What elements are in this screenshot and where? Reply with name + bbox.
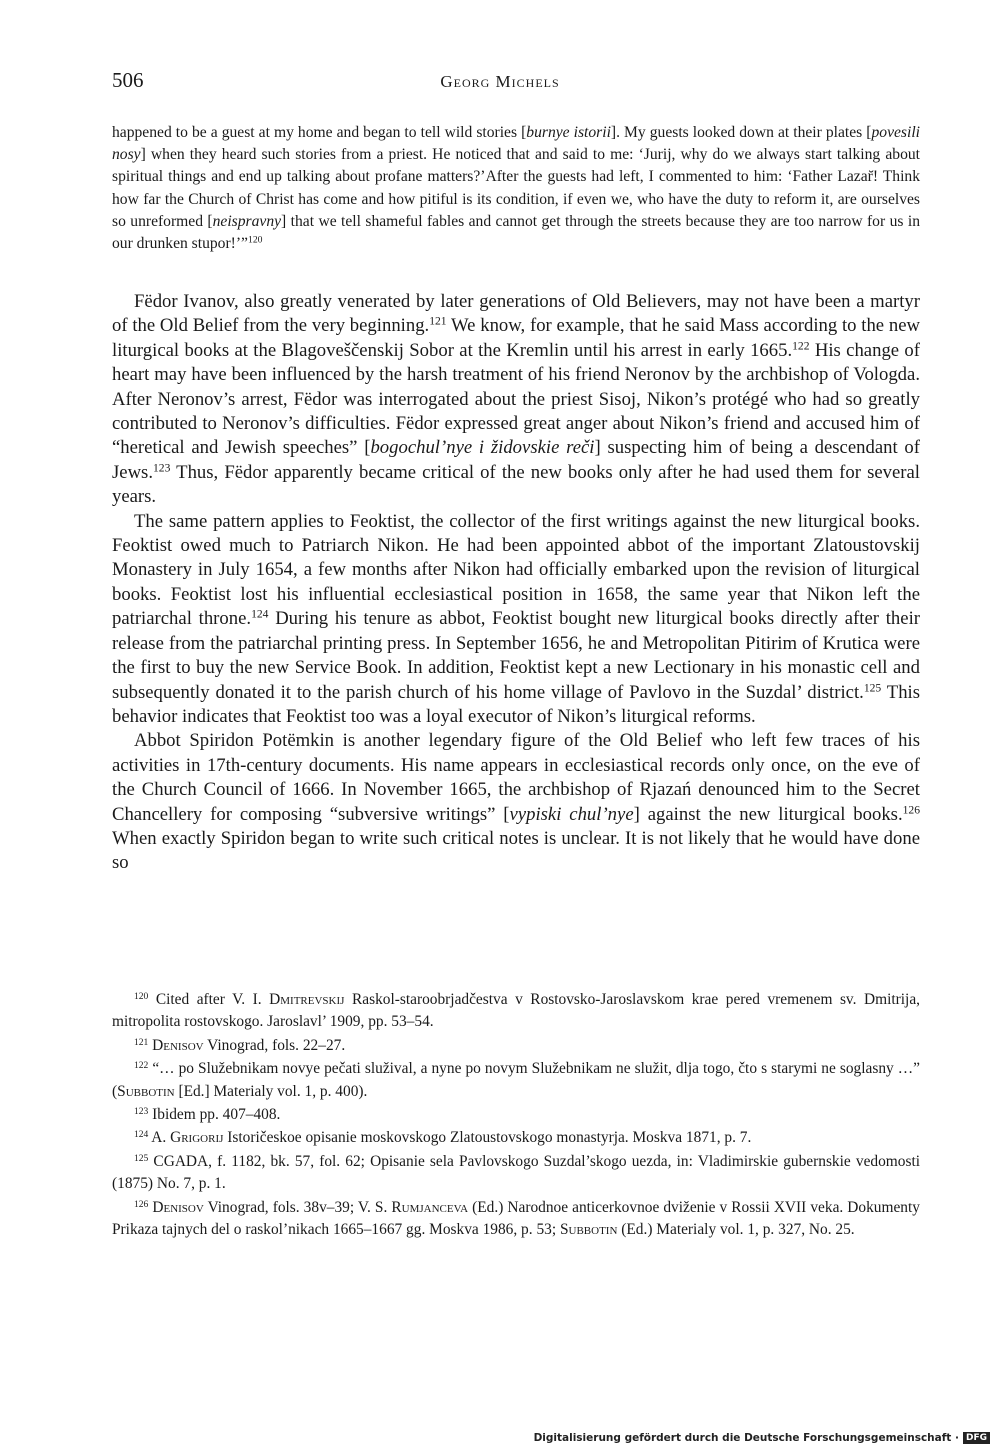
text-run: ] that we tell shameful fables and cannot get through the streets because they are too narrow for us in our drunken stupor!’” — [112, 212, 920, 253]
author-name: Rumjanceva — [391, 1198, 469, 1216]
text-run: A. — [148, 1129, 171, 1147]
footnote — [112, 1197, 920, 1242]
text-run: Fëdor Ivanov, also greatly venerated by later generations of Old Believers, may not have been a martyr of the Old Belief from the very beginning. — [112, 291, 920, 337]
text-run: (Ed.) Narodnoe anticerkovnoe dviženie v Rossii XVII veka. Dokumenty Prikaza tajnych del o raskol’nikach 1665–1667 gg. Moskva 1986, p. 53; — [112, 1198, 920, 1239]
paragraph — [112, 510, 920, 730]
body-text — [112, 290, 920, 876]
text-run: (Ed.) Materialy vol. 1, p. 327, No. 25. — [617, 1221, 855, 1239]
dfg-logo: DFG — [963, 1432, 990, 1444]
footnote-ref: 123 — [153, 461, 171, 475]
footnote-ref: 121 — [429, 315, 447, 329]
text-run: “… po Služebnikam novye pečati služival, a nyne po novym Služebnikam ne služit, dlja togo, čto s starymi ne soglasny …” ( — [112, 1060, 920, 1100]
footnote-ref: 124 — [251, 607, 269, 621]
footnote-ref: 121 — [134, 1036, 149, 1048]
text-run: Vinograd, fols. 22–27. — [203, 1036, 346, 1054]
italic-term: povesili nosy — [112, 124, 920, 164]
footnote — [112, 1104, 920, 1126]
text-run: During his tenure as abbot, Feoktist bought new liturgical books directly after their release from the patriarchal printing press. In September 1656, he and Metropolitan Pitirim of Krutica were the first to buy the new Service Book. In addition, Feoktist kept a new Lectionary in his monastic cell and subsequently donated it to the parish church of his home village of Pavlovo in the Suzdal’ district. — [112, 608, 920, 703]
block-quote — [112, 122, 920, 255]
footnote-ref: 124 — [134, 1129, 149, 1141]
paragraph — [112, 290, 920, 510]
author-name: Subbotin — [117, 1082, 175, 1100]
text-run: We know, for example, that he said Mass according to the new liturgical books at the Blagoveščenskij Sobor at the Kremlin until his arrest in early 1665. — [112, 315, 920, 361]
text-run: CGADA, f. 1182, bk. 57, fol. 62; Opisanie sela Pavlovskogo Suzdal’skogo uezda, in: Vladimirskie gubernskie vedomosti (1875) No. 7, p. 1. — [112, 1152, 920, 1193]
footnote-ref: 122 — [134, 1059, 149, 1071]
footnote-ref: 120 — [134, 990, 149, 1002]
text-run: happened to be a guest at my home and began to tell wild stories [ — [112, 124, 527, 141]
paragraph — [112, 729, 920, 875]
author-name: Subbotin — [559, 1221, 618, 1239]
text-run: Raskol-staroobrjadčestva v Rostovsko-Jaroslavskom krae pered vremenem sv. Dmitrija, mitropolita rostovskogo. Jaroslavl’ 1909, pp. 53–54. — [112, 991, 920, 1031]
footnote — [112, 1151, 920, 1196]
footnotes — [112, 989, 920, 1242]
text-run: Vinograd, fols. 38v–39; V. S. — [203, 1198, 392, 1216]
footnote — [112, 989, 920, 1034]
text-run: ] when they heard such stories from a priest. He noticed that and said to me: ‘Jurij, why do we always start talking about spiritual things and end up talking about profane matters?’After the guests had left, I commented to him: ‘Father Lazar̆! Think how far the Church of Christ has come and how pitiful is its condition, if even we, who have the duty to reform it, are ourselves so unreformed [ — [112, 146, 920, 230]
text-run: ] against the new liturgical books. — [633, 803, 903, 825]
footnote — [112, 1035, 920, 1057]
text-run: [Ed.] Materialy vol. 1, p. 400). — [174, 1082, 368, 1100]
author-name: Denisov — [152, 1198, 204, 1216]
text-run: His change of heart may have been influenced by the harsh treatment of his friend Neronov by the archbishop of Vologda. After Neronov’s arrest, Fëdor was interrogated about the priest Sisoj, Nikon’s protégé who had so greatly contributed to Neronov’s difficulties. Fëdor expressed great anger about Nikon’s friend and accused him of “heretical and Jewish speeches” [ — [112, 339, 920, 459]
author-name: Grigorij — [170, 1129, 224, 1147]
text-run: Ibidem pp. 407–408. — [148, 1106, 281, 1124]
footnote-ref: 126 — [902, 803, 920, 817]
author-name: Dmitrevskij — [269, 991, 345, 1008]
footnote-ref: 122 — [792, 339, 810, 353]
footnote-ref: 125 — [134, 1152, 149, 1164]
footnote-ref: 126 — [134, 1198, 149, 1210]
italic-term: bogochul’nye i židovskie reči — [370, 437, 595, 459]
footnote-ref: 123 — [134, 1105, 149, 1117]
footer-text: Digitalisierung gefördert durch die Deutsche Forschungsgemeinschaft · — [533, 1432, 959, 1444]
italic-term: burnye istorii — [526, 124, 611, 141]
digitization-footer — [534, 1432, 990, 1444]
footnote-ref: 125 — [863, 681, 882, 695]
text-run: Thus, Fëdor apparently became critical of the new books only after he had used them for several years. — [112, 461, 920, 508]
italic-term: neispravny — [212, 212, 282, 230]
text-run: Abbot Spiridon Potëmkin is another legendary figure of the Old Belief who left few traces of his activities in 17th-century documents. His name appears in ecclesiastical records only once, on the eve of the Church Council of 1666. In November 1665, the archbishop of Rjazań denounced him to the Secret Chancellery for composing “subversive writings” [ — [112, 730, 920, 825]
footnote-ref: 120 — [247, 234, 263, 246]
footnote — [112, 1058, 920, 1103]
footnote — [112, 1127, 920, 1149]
text-run: ] suspecting him of being a descendant of Jews. — [112, 437, 920, 483]
text-run: ]. My guests looked down at their plates [ — [610, 124, 872, 141]
text-run: When exactly Spiridon began to write such critical notes is unclear. It is not likely that he would have done so — [112, 827, 920, 874]
author-name: Denisov — [152, 1036, 204, 1054]
page-number: 506 — [112, 68, 144, 92]
text-run: Istoričeskoe opisanie moskovskogo Zlatoustovskogo monastyrja. Moskva 1871, p. 7. — [223, 1129, 752, 1147]
italic-term: vypiski chul’nye — [509, 803, 634, 825]
text-run: Cited after V. I. — [148, 991, 270, 1008]
text-run: This behavior indicates that Feoktist too was a loyal executor of Nikon’s liturgical reforms. — [112, 681, 921, 727]
text-run: The same pattern applies to Feoktist, the collector of the first writings against the new liturgical books. Feoktist owed much to Patriarch Nikon. He had been appointed abbot of the important Zlatoustovskij Monastery in July 1654, a few months after Nikon had officially embarked upon the revision of liturgical books. Feoktist lost his influential ecclesiastical position in 1658, the same year that Nikon left the patriarchal throne. — [112, 510, 920, 630]
running-head: Georg Michels — [440, 72, 560, 91]
